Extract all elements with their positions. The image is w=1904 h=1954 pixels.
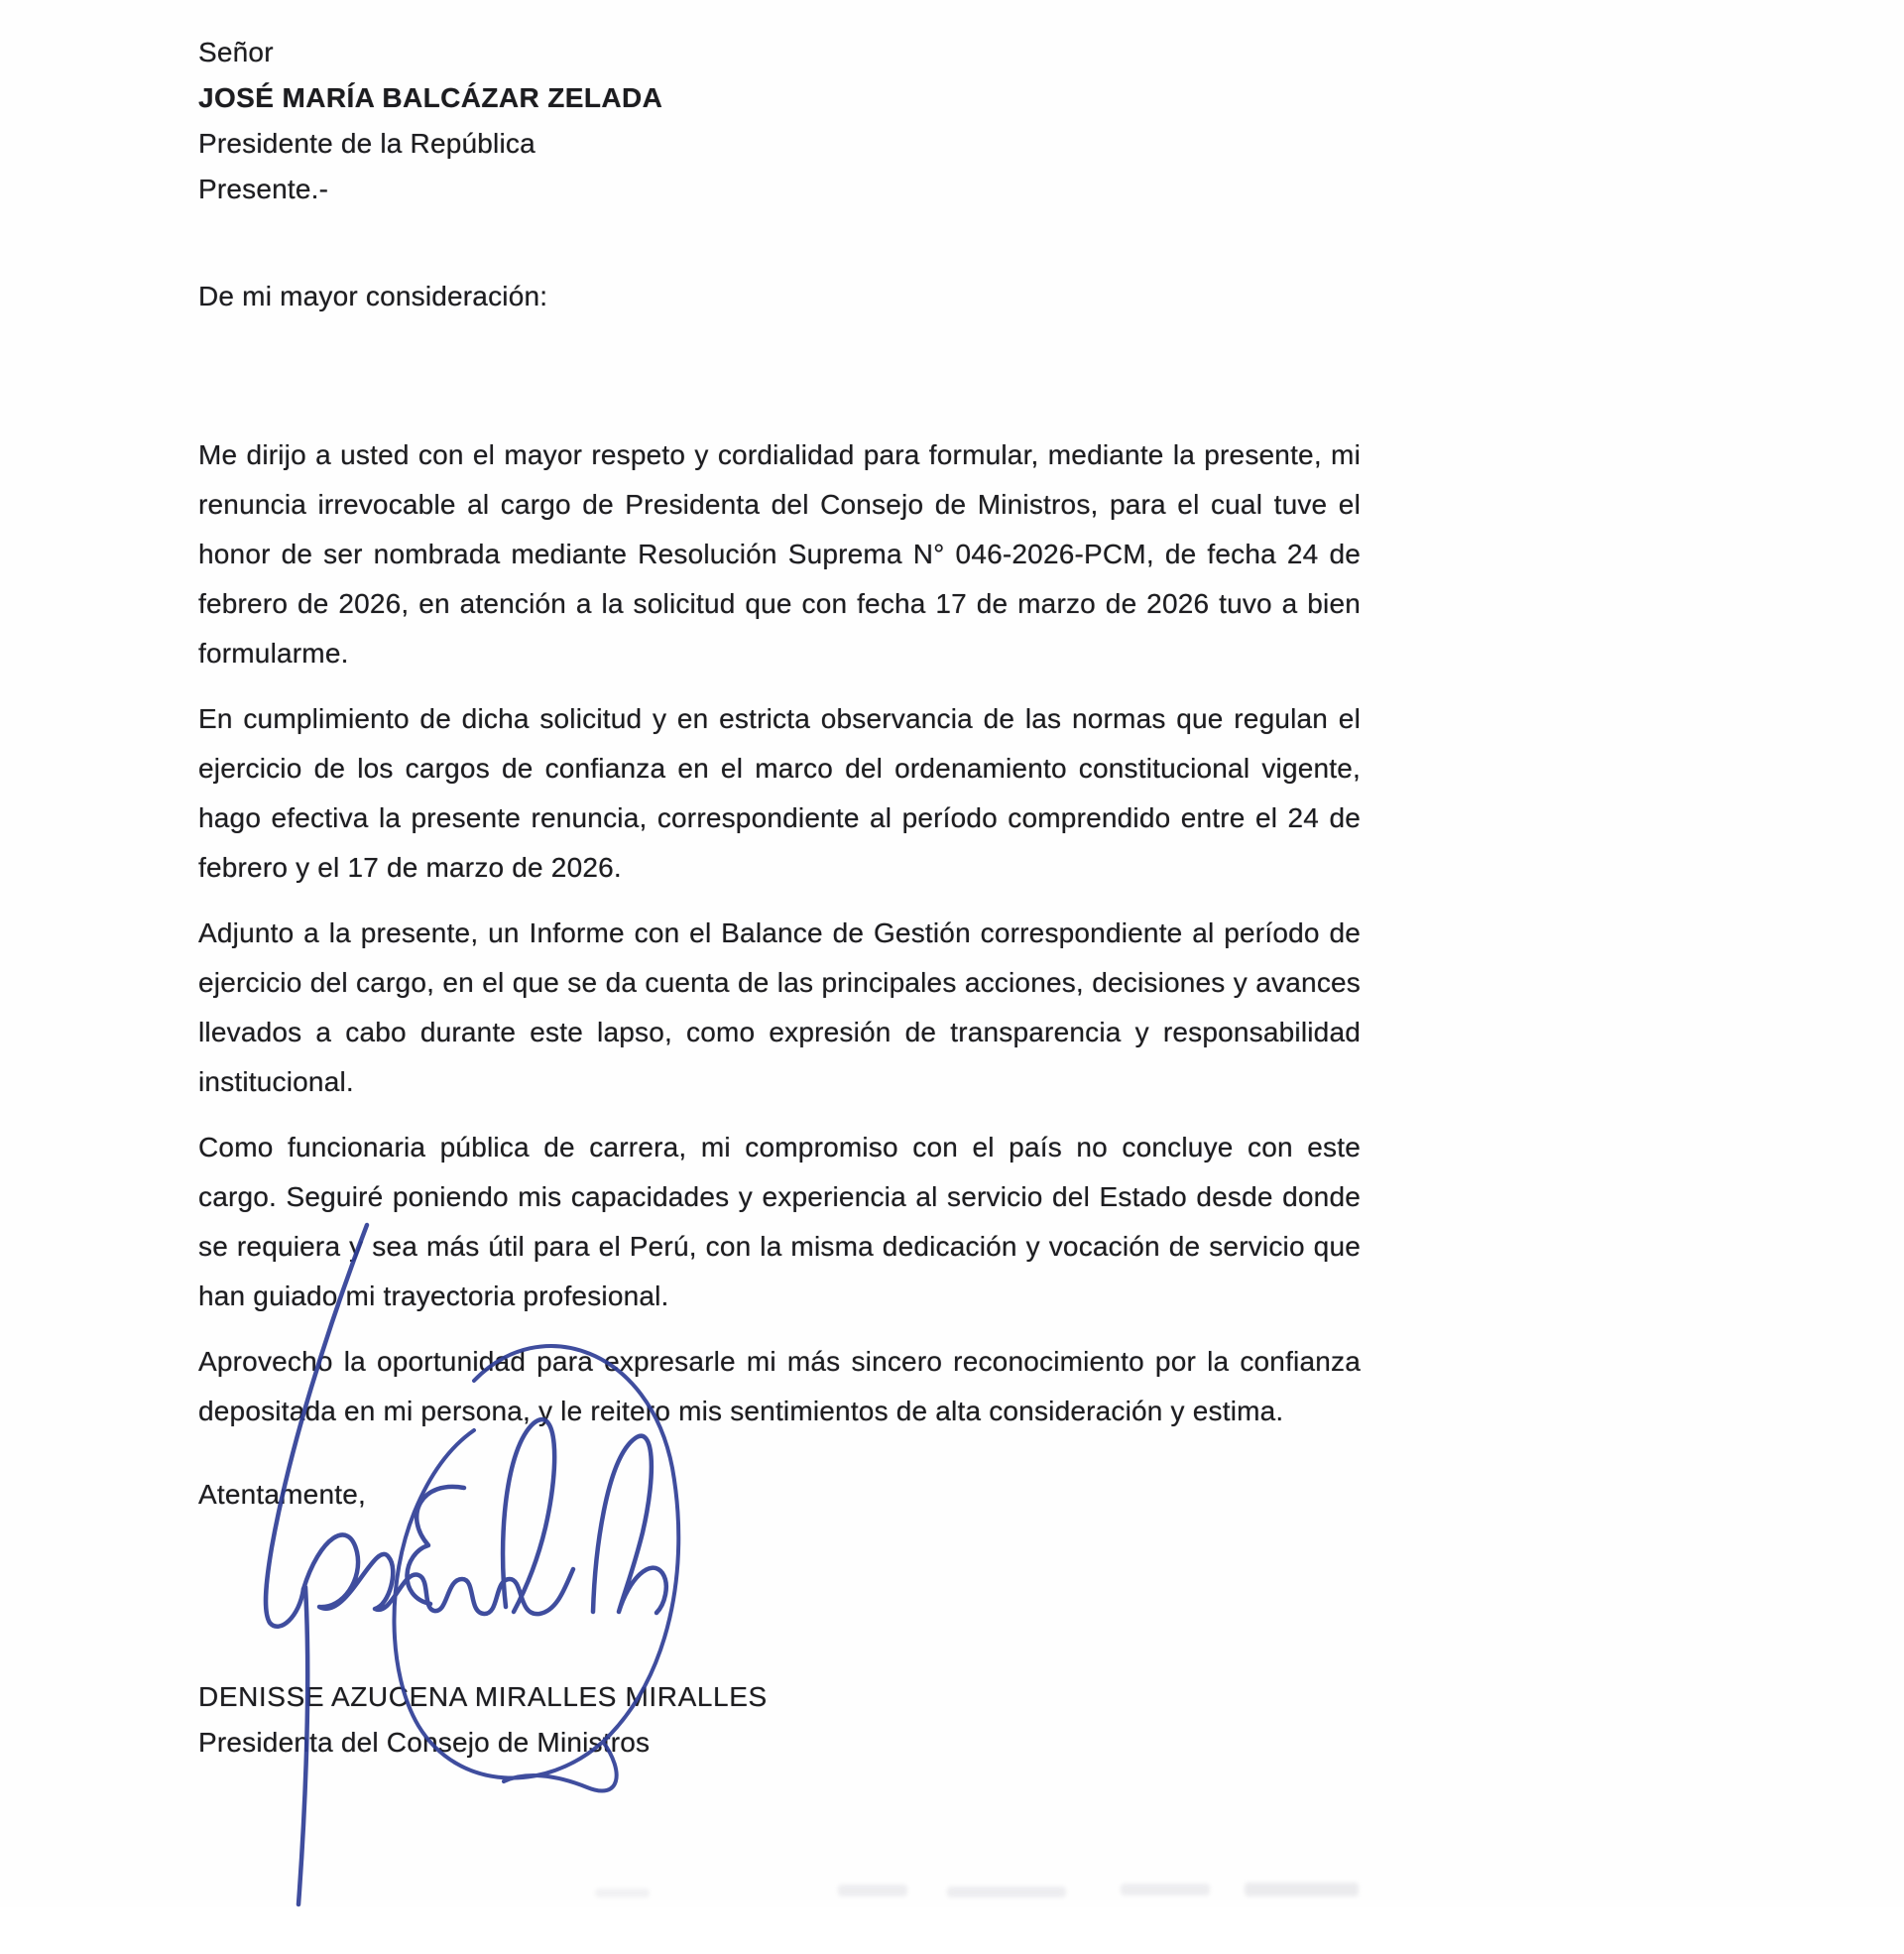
paragraph-4: Como funcionaria pública de carrera, mi compromiso con el país no concluye con este cargo. Seguiré poniendo mis capacidades y experiencia al servicio del Estado desde donde se requiera y sea más útil para el Perú, con la misma dedicación y vocación de servicio que han guiado mi trayectoria profesional. — [198, 1132, 1361, 1311]
recipient-name: JOSÉ MARÍA BALCÁZAR ZELADA — [198, 82, 663, 113]
recipient-honorific: Señor — [198, 37, 274, 67]
closing: Atentamente, — [198, 1479, 366, 1510]
paragraph-3: Adjunto a la presente, un Informe con el Balance de Gestión correspondiente al período de ejercicio del cargo, en el que se da cuenta de las principales acciones, decisiones y avances llevados a cabo durante este lapso, como expresión de transparencia y responsabilidad institucional. — [198, 917, 1361, 1097]
paragraph-1: Me dirijo a usted con el mayor respeto y cordialidad para formular, mediante la presente, mi renuncia irrevocable al cargo de Presidenta del Consejo de Ministros, para el cual tuve el honor de ser nombrada mediante Resolución Suprema N° 046-2026-PCM, de fecha 24 de febrero de 2026, en atención a la solicitud que con fecha 17 de marzo de 2026 tuvo a bien formularme. — [198, 439, 1361, 669]
signer-name: DENISSE AZUCENA MIRALLES MIRALLES — [198, 1681, 768, 1712]
recipient-title: Presidente de la República — [198, 128, 536, 159]
paragraph-2: En cumplimiento de dicha solicitud y en estricta observancia de las normas que regulan el ejercicio de los cargos de confianza en el marco del ordenamiento constitucional vigente, hago efectiva la presente renuncia, correspondiente al período comprendido entre el 24 de febrero y el 17 de marzo de 2026. — [198, 703, 1361, 883]
paragraph-5: Aprovecho la oportunidad para expresarle mi más sincero reconocimiento por la confianza depositada en mi persona, y le reitero mis sentimientos de alta consideración y estima. — [198, 1346, 1361, 1426]
signer-title: Presidenta del Consejo de Ministros — [198, 1727, 651, 1758]
greeting: De mi mayor consideración: — [198, 281, 548, 311]
recipient-presente: Presente.- — [198, 174, 329, 204]
